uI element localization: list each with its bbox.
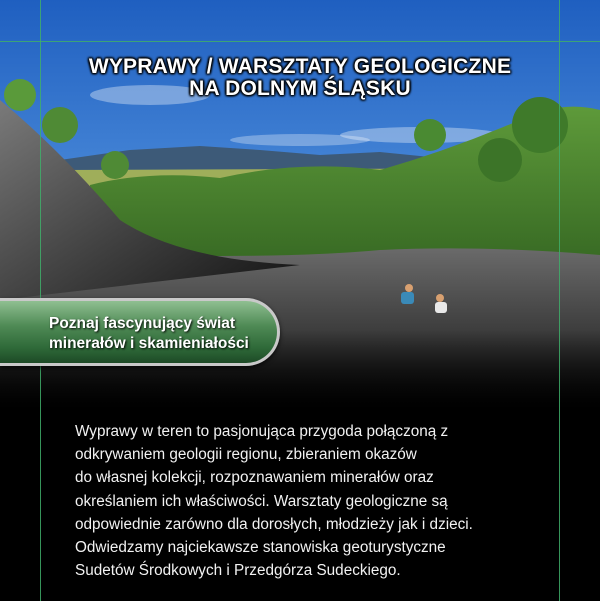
tagline-line-2: minerałów i skamieniałości — [49, 335, 249, 352]
description-line: odkrywaniem geologii regionu, zbieraniem okazów — [75, 446, 417, 464]
title-line-1: WYPRAWY / WARSZTATY GEOLOGICZNE — [88, 55, 512, 78]
description-line: Sudetów Środkowych i Przedgórza Sudeckiego. — [75, 562, 401, 580]
page-title — [0, 56, 600, 100]
guide-line-top — [0, 41, 600, 42]
description-line: odpowiednie zarówno dla dorosłych, młodzieży jak i dzieci. — [75, 515, 473, 533]
tagline-banner — [0, 298, 280, 366]
tagline-line-1: Poznaj fascynujący świat — [49, 315, 236, 332]
description-text — [75, 420, 545, 582]
title-line-2: NA DOLNYM ŚLĄSKU — [189, 77, 411, 100]
description-line: Wyprawy w teren to pasjonująca przygoda połączoną z — [75, 423, 449, 440]
description-line: Odwiedzamy najciekawsze stanowiska geoturystyczne — [75, 539, 446, 557]
description-line: określaniem ich właściwości. Warsztaty geologiczne są — [75, 492, 448, 510]
tagline-text — [49, 314, 269, 354]
description-line: do własnej kolekcji, rozpoznawaniem minerałów oraz — [75, 469, 434, 487]
